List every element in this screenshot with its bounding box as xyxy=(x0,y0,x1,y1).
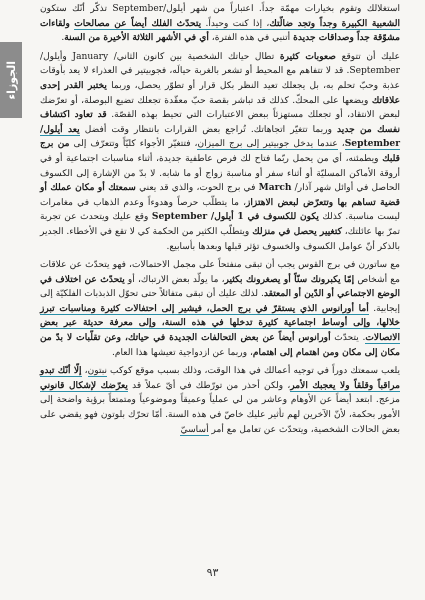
text-run: . يتحدّث xyxy=(330,333,366,344)
text-run: أي في الأشهر الثلاثة الأخيرة من السنة xyxy=(64,32,209,44)
text-run: ويتطلّب الكثير من الحكمة كي لا تقع في الأخطاء. الجدير بالذكر أنّ عوامل الكسوف والخسوف تؤثر قبلها وبعدها بأسابيع. xyxy=(40,226,400,252)
page-number: ٩٣ xyxy=(206,566,219,579)
text-run: ويطمئنه، أي من يحمل ربّما فتاح لك فرص عاطفية جديدة، أثناء مناسبات اجتماعية أو في أروقة الأماكن المسليّة أو أثناء سفر أو مناسبة زواج أو ما شابه. لا بدّ من الإشارة إلى الكسوف الحاصل في أوائل شهر آذار/ xyxy=(40,153,401,194)
text-run: ، ما يتطلّب حرصاً وهدوءاً وعدم الذهاب في مغامرات ليست مناسبة. كذلك xyxy=(40,197,400,223)
text-run: ويضعها على المحكّ. كذلك قد تباشر بقصة حبّ معقّدة تجعلك تضيع البوصلة، أو تعرّضك لبعض الانتقاد، أو تجعلك مستهزئاً ببعض الاعتبارات التي تحيط بهذه القصّة. xyxy=(40,95,400,121)
text-run: أتنبي في هذه الفترة، xyxy=(208,33,294,44)
text-run: في برج الحوت، والذي قد يعني xyxy=(135,183,259,194)
text-run: يختبر القدر إحدى علاقاتك xyxy=(40,79,400,106)
text-run: يتحدّث عن اختلاف في الوضع الاجتماعي أو الدّين أو المعتقد xyxy=(40,273,401,300)
text-run: استغلالك وتقوم بخيارات مهمّة جداً. اعتباراً من شهر أيلول/September تذكّر أنّك ستكون xyxy=(40,4,400,14)
text-run: نبتون xyxy=(87,366,107,377)
text-run: وقع عليك ويتحدث عن تجربة تمرّ بها عائلتك، xyxy=(40,212,400,237)
text-run: كتغيير يحصل في منزلك xyxy=(252,225,342,237)
text-run: ، وربما عن ازدواجية تعيشها هذا العام. xyxy=(112,347,253,358)
text-run: أورانوس أيضاً عن بعض التحالفات الجديدة في حياتك، وعن تقلّبات لا بدّ من مكان إلى مكان ومن اهتمام إلى اهتمام xyxy=(40,332,400,358)
text-run: وربما تتغيّر اتجاهاتك. تُراجع بعض القرارات بانتظار وقت أفضل xyxy=(79,124,338,135)
body-text xyxy=(40,2,400,437)
text-run: تطال حياتك الشخصية بين كانون الثاني/ January وأيلول/ September. قد لا تتفاهم مع المحيط أو تشعر بالغربة حيالَه، فجوبيتير في العذراء لا يعد بأوقات عذبة وحبّ تحلم به، بل يجعلك تعيد النظر بكل قرار أو تطوّر يحصل، وربما xyxy=(40,51,400,91)
text-run: أساسيّ xyxy=(180,424,209,435)
text-run: يكون للكسوف في 1 أيلول/ September xyxy=(151,211,319,223)
text-run: يلعب سمعتك دوراً في توجيه أعمالك في هذا الوقت، وذلك بسبب موقع كوكب xyxy=(106,366,400,377)
text-run: ، xyxy=(337,139,345,150)
text-run: إلّا أنّك تبدو مراقباً وقلقاً ولا يعجبك الأمر xyxy=(40,365,400,391)
text-run: يتحدّث الفلك أيضاً عن مصالحات xyxy=(74,17,202,29)
paragraph-3 xyxy=(40,258,400,360)
text-run: عليك أن تتوقع xyxy=(336,51,400,62)
text-run: أما أورانوس الذي يستقرّ في برج الحمل، فيشير إلى احتفالات كثيرة ومناسبات تبرز خلالها، وإلى أوساط اجتماعية كثيرة تدخلها في هذه السنة، وإلى معرفة حديثة عبر بعض الاتصالات xyxy=(40,302,400,344)
text-run: . xyxy=(61,33,65,44)
paragraph-1 xyxy=(40,2,400,46)
text-run: مع ساتورن في برج القوس يجب أن تبقى منفتحاً على مجمل الاحتمالات، فهو يتحدّث عن علاقات مع أشخاص xyxy=(40,260,400,285)
text-run: سمعتك أو مكان عملك أو قضية تساهم بها وتتعرّض لبعض الاهتزاز xyxy=(40,182,400,208)
text-run: عندما يدخل جوبيتير إلى برج الميزان xyxy=(197,139,338,150)
paragraph-2 xyxy=(40,50,400,254)
text-run: مزعج. ابتعد أيضاً عن الأوهام وعاشر من لي عملياً وعميقاً وموضوعياً ومتمتعاً برؤية واضحة إلى الأمور بحكمة، لأنّ الآخرين لهم تأثير عليك خاصّ في هذه السنة. أمّا تحرّك بلوتون فهو يقضي على بعض الحالات الشخصية، ويتحدّث عن تعامل مع أمر xyxy=(40,395,400,435)
text-run: ، xyxy=(81,366,88,377)
chapter-side-tab xyxy=(0,42,22,118)
text-run: March xyxy=(258,182,292,194)
paragraph-4 xyxy=(40,364,400,437)
text-run: يعد أيلول/ September xyxy=(40,123,400,150)
text-run: من برج قلبك xyxy=(40,138,400,164)
text-run: إمّا يكبرونك سنّاً أو يصغرونك بكثير xyxy=(224,273,355,285)
text-run: الشعبية الكبيرة وجداً وتجد ضالّتك xyxy=(269,17,400,29)
text-run: . لذلك عليك أن تبقى متفائلاً حتى تحوّل الذبذبات الفلكيّة إلى إيجابية. xyxy=(40,289,400,314)
chapter-side-tab-label: الجوزاء xyxy=(4,60,18,100)
text-run: ، فتتغيّر الأجواء كليّاً وتتعرّف إلى xyxy=(69,139,198,150)
text-run: صعوبات كثيرة xyxy=(279,50,337,62)
text-run: ، إذا كنت وحيداً. xyxy=(201,18,270,29)
text-run: ، ولكن أحذر من تورّطك في أيّ عملاً قد xyxy=(127,380,291,391)
text-run: قد تعاود اكتشاف نفسك من جديد xyxy=(40,109,400,135)
text-run: ، ما يولّد بعض الارتباك، أو xyxy=(124,274,225,285)
text-run: ولقاءات مشوّقة جداً وصداقات جديدة xyxy=(40,17,400,44)
text-run: يعرّضك لإشكال قانوني xyxy=(40,379,128,391)
